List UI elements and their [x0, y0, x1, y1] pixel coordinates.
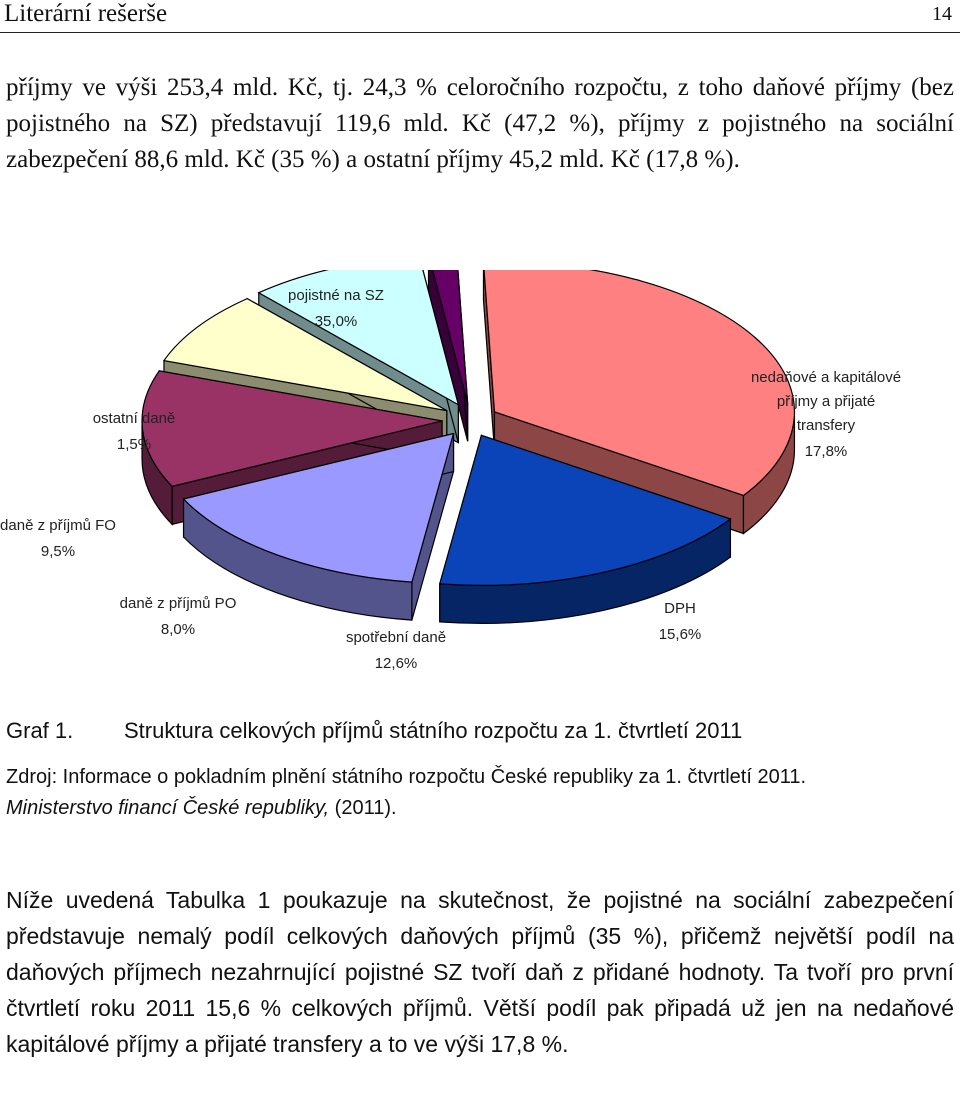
figure-caption [6, 718, 742, 744]
pie-label-2 [659, 600, 702, 643]
pie-label-line: příjmy a přijaté [776, 393, 876, 410]
pie-label-5 [0, 517, 116, 560]
pie-value-label: 12,6% [374, 655, 418, 672]
source-year: (2011). [334, 797, 397, 819]
intro-text: příjmy ve výši 253,4 mld. Kč, tj. 24,3 % celoročního rozpočtu, z toho daňové příjmy (bez pojistného na SZ) představují 119,6 mld. Kč (47,2 %), příjmy z pojistného na sociální zabezpečení 88,6 mld. Kč (35 %) a ostatní příjmy 45,2 mld. Kč (17,8 %). [6, 74, 954, 173]
body-text: Níže uvedená Tabulka 1 poukazuje na skutečnost, že pojistné na sociální zabezpečení představuje nemalý podíl celkových daňových příjmů (35 %), přičemž největší podíl na daňových příjmech nezahrnující pojistné SZ tvoří daň z přidané hodnoty. Ta tvoří pro první čtvrtletí roku 2011 15,6 % celkových příjmů. Větší podíl pak připadá už jen na nedaňové kapitálové příjmy a přijaté transfery a to ve výši 17,8 %. [6, 887, 954, 1057]
pie-value-label: 17,8% [804, 443, 848, 460]
caption-number: Graf 1. [6, 718, 74, 743]
pie-label-line: daně z příjmů FO [0, 517, 116, 534]
pie-value-label: 9,5% [40, 543, 76, 560]
pie-label-line: ostatní daně [92, 410, 176, 427]
page-number: 14 [932, 3, 952, 25]
pie-label-line: DPH [664, 600, 696, 617]
pie-value-label: 15,6% [658, 626, 702, 643]
pie-label-3 [346, 629, 446, 672]
revenue-pie-chart [0, 270, 960, 690]
source-publisher: Ministerstvo financí České republiky, [6, 797, 330, 819]
body-paragraph [6, 882, 954, 1062]
page-header [0, 0, 960, 33]
pie-label-line: pojistné na SZ [288, 287, 384, 304]
pie-label-4 [120, 595, 237, 638]
pie-value-label: 1,5% [116, 436, 152, 453]
pie-value-label: 35,0% [314, 313, 358, 330]
caption-text: Struktura celkových příjmů státního rozpočtu za 1. čtvrtletí 2011 [124, 718, 743, 743]
source-prefix: Zdroj: Informace o pokladním plnění státního rozpočtu České republiky za 1. čtvrtletí 2011. [6, 766, 807, 788]
pie-label-line: nedaňové a kapitálové [750, 369, 902, 386]
pie-label-line: transfery [796, 417, 856, 434]
running-title: Literární rešerše [4, 0, 168, 27]
pie-label-line: spotřební daně [345, 629, 447, 646]
intro-paragraph [6, 70, 954, 178]
figure-source [6, 762, 954, 824]
pie-label-line: daně z příjmů PO [119, 595, 237, 612]
pie-value-label: 8,0% [160, 621, 196, 638]
